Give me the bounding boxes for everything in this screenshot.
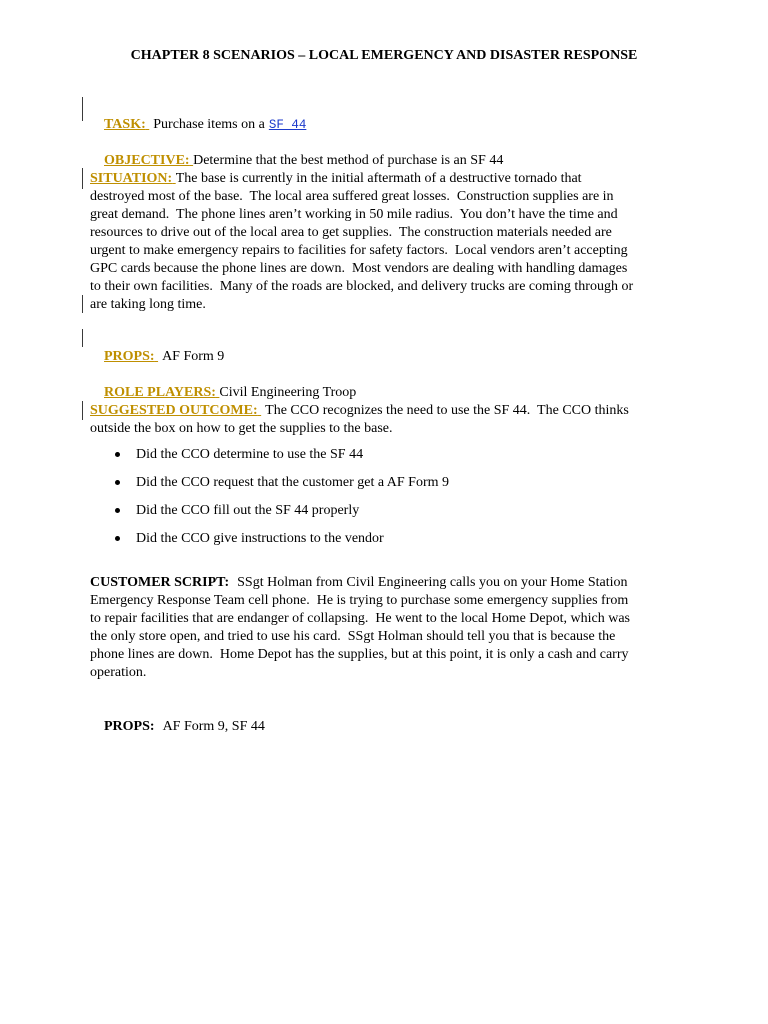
situation-line: urgent to make emergency repairs to facilities for safety factors. Local vendors aren’t accepting: [90, 243, 628, 258]
script-text: SSgt Holman from Civil Engineering calls you on your Home Station: [237, 575, 628, 590]
objective-label: OBJECTIVE:: [104, 153, 190, 168]
props-text: AF Form 9: [162, 349, 225, 364]
situation-line: destroyed most of the base. The local area suffered great losses. Construction supplies are in: [90, 189, 614, 204]
situation-line: GPC cards because the phone lines are down. Most vendors are dealing with handling damages: [90, 261, 628, 276]
revision-bar: [82, 295, 83, 313]
script-line: phone lines are down. Home Depot has the supplies, but at this point, it is only a cash and carry: [90, 647, 629, 662]
bullet-icon: [115, 480, 120, 485]
situation-label: SITUATION:: [90, 171, 173, 186]
script-line: to repair facilities that are endanger of collapsing. He went to the local Home Depot, which was: [90, 611, 630, 626]
script-line: operation.: [90, 665, 147, 680]
final-props-text: AF Form 9, SF 44: [162, 719, 265, 734]
objective-text: Determine that the best method of purchase is an SF 44: [193, 153, 504, 168]
task-text: Purchase items on a: [153, 117, 265, 132]
script-line: Emergency Response Team cell phone. He is trying to purchase some emergency supplies from: [90, 593, 629, 608]
situation-line: [90, 170, 633, 188]
props-label: PROPS:: [104, 349, 155, 364]
checklist-item: [90, 530, 449, 558]
situation-line: great demand. The phone lines aren’t working in 50 mile radius. You don’t have the time and: [90, 207, 618, 222]
customer-script-label: CUSTOMER SCRIPT:: [90, 575, 230, 590]
outcome-line: outside the box on how to get the supplies to the base.: [90, 421, 393, 436]
revision-bar: [82, 97, 83, 121]
situation-line: resources to drive out of the local area to get supplies. The construction materials needed are: [90, 225, 612, 240]
task-section: [90, 98, 307, 132]
role-players-label: ROLE PLAYERS:: [104, 385, 216, 400]
task-label: TASK:: [104, 117, 146, 132]
checklist-item: [90, 474, 449, 502]
objective-section: [90, 134, 504, 168]
revision-bar: [82, 329, 83, 347]
customer-script-section: [90, 574, 630, 682]
outcome-text: The CCO recognizes the need to use the SF 44. The CCO thinks: [265, 403, 629, 418]
checklist-text: Did the CCO give instructions to the vendor: [136, 531, 384, 546]
bullet-icon: [115, 508, 120, 513]
props-section: [90, 330, 225, 364]
situation-line: are taking long time.: [90, 297, 206, 312]
revision-bar: [82, 168, 83, 189]
outcome-checklist: [90, 446, 449, 558]
situation-section: [90, 170, 633, 314]
outcome-line: [90, 402, 629, 420]
bullet-icon: [115, 536, 120, 541]
page-title: CHAPTER 8 SCENARIOS – LOCAL EMERGENCY AND DISASTER RESPONSE: [130, 48, 638, 63]
situation-text: The base is currently in the initial aftermath of a destructive tornado that: [175, 171, 582, 186]
suggested-outcome-label: SUGGESTED OUTCOME:: [90, 403, 258, 418]
script-line: [90, 574, 630, 592]
final-props-label: PROPS:: [104, 719, 155, 734]
script-line: the only store open, and tried to use his card. SSgt Holman should tell you that is because the: [90, 629, 616, 644]
final-props-section: [90, 700, 265, 734]
checklist-text: Did the CCO request that the customer get a AF Form 9: [136, 475, 450, 490]
revision-bar: [82, 401, 83, 420]
suggested-outcome-section: [90, 402, 629, 438]
checklist-text: Did the CCO fill out the SF 44 properly: [136, 503, 360, 518]
checklist-item: [90, 502, 449, 530]
situation-line: to their own facilities. Many of the roads are blocked, and delivery trucks are coming through or: [90, 279, 634, 294]
checklist-text: Did the CCO determine to use the SF 44: [136, 447, 364, 462]
role-players-text: Civil Engineering Troop: [219, 385, 357, 400]
checklist-item: [90, 446, 449, 474]
bullet-icon: [115, 452, 120, 457]
sf44-link[interactable]: SF 44: [268, 118, 307, 132]
role-players-section: [90, 366, 357, 400]
